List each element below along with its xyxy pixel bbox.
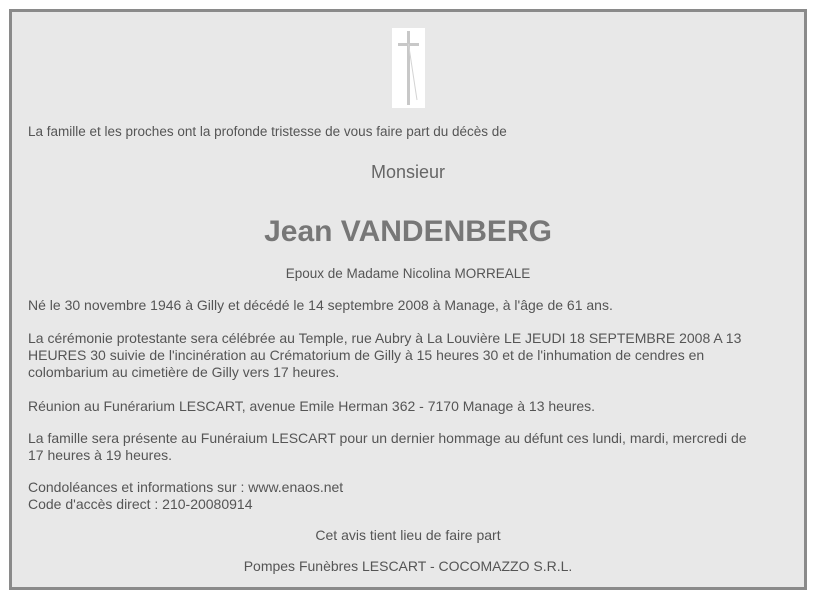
access-code-line: Code d'accès direct : 210-20080914 — [28, 496, 253, 512]
intro-text: La famille et les proches ont la profonde tristesse de vous faire part du décès de — [28, 124, 507, 139]
cross-icon — [392, 28, 425, 108]
ceremony-paragraph — [28, 330, 788, 381]
funeral-home-name: Pompes Funèbres LESCART - COCOMAZZO S.R.L. — [243, 558, 573, 574]
ceremony-line: HEURES 30 suivie de l'incinération au Crématorium de Gilly à 15 heures 30 et de l'inhumation de cendres en — [28, 347, 705, 363]
obituary-notice — [9, 9, 807, 590]
deceased-name: Jean VANDENBERG — [264, 215, 552, 248]
birth-death-text: Né le 30 novembre 1946 à Gilly et décédé le 14 septembre 2008 à Manage, à l'âge de 61 ans. — [28, 297, 613, 313]
presence-line: 17 heures à 19 heures. — [28, 447, 172, 463]
ceremony-line: colombarium au cimetière de Gilly vers 17 heures. — [28, 364, 340, 380]
closing-text: Cet avis tient lieu de faire part — [315, 527, 501, 543]
ceremony-line: La cérémonie protestante sera célébrée au Temple, rue Aubry à La Louvière LE JEUDI 18 SEPTEMBRE 2008 A 13 — [28, 330, 742, 346]
meeting-text: Réunion au Funérarium LESCART, avenue Emile Herman 362 - 7170 Manage à 13 heures. — [28, 398, 596, 414]
presence-line: La famille sera présente au Funéraium LESCART pour un dernier hommage au défunt ces lundi, mardi, mercredi de — [28, 430, 747, 446]
condolences-line: Condoléances et informations sur : www.enaos.net — [28, 479, 344, 495]
civility-title: Monsieur — [370, 162, 446, 182]
spouse-line: Epoux de Madame Nicolina MORREALE — [285, 266, 531, 281]
presence-paragraph — [28, 430, 788, 464]
contact-paragraph — [28, 479, 788, 513]
